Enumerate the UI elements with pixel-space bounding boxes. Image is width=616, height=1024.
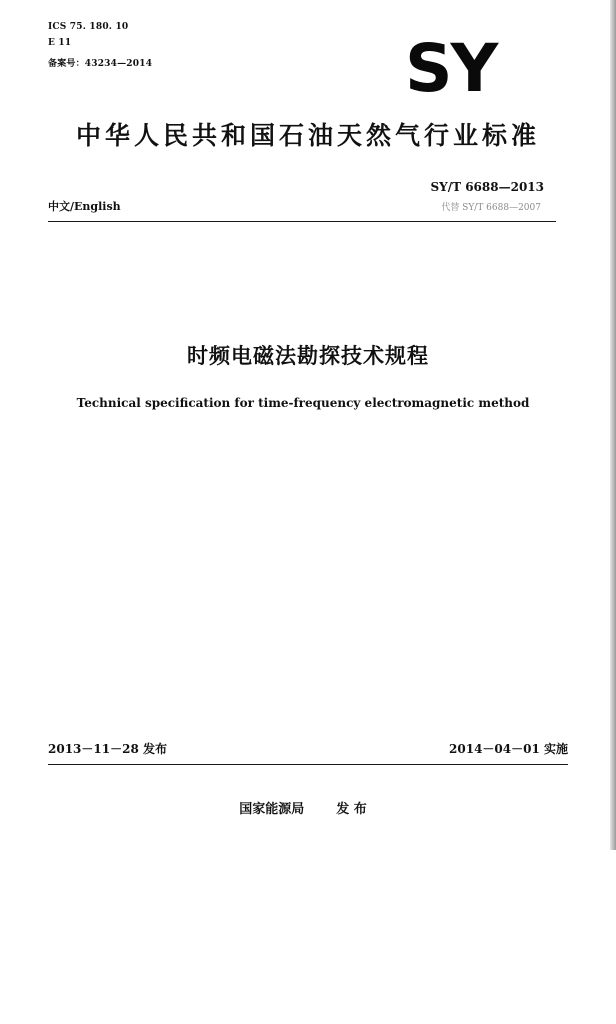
sy-logo: SY — [405, 30, 497, 107]
category-code: E 11 — [48, 38, 72, 48]
implementation-date: 2014－04－01 实施 — [449, 742, 568, 756]
filing-number: 备案号：43234—2014 — [48, 59, 153, 69]
document-title-cn: 时频电磁法勘探技术规程 — [187, 344, 429, 368]
standard-number: SY/T 6688—2013 — [430, 180, 544, 194]
document-title-en: Technical specification for time-frequency electromagnetic method — [76, 396, 530, 410]
publisher-action: 发 布 — [336, 802, 367, 817]
footer-divider — [48, 764, 568, 765]
header-divider — [48, 221, 556, 222]
publisher-line — [0, 798, 606, 817]
issue-date: 2013－11－28 发布 — [48, 742, 167, 756]
ics-code: ICS 75. 180. 10 — [48, 22, 129, 32]
standard-title: 中华人民共和国石油天然气行业标准 — [75, 121, 540, 150]
publisher-name: 国家能源局 — [239, 802, 305, 817]
language-label: 中文/English — [48, 200, 121, 213]
replaces-standard: 代替 SY/T 6688—2007 — [441, 203, 541, 213]
